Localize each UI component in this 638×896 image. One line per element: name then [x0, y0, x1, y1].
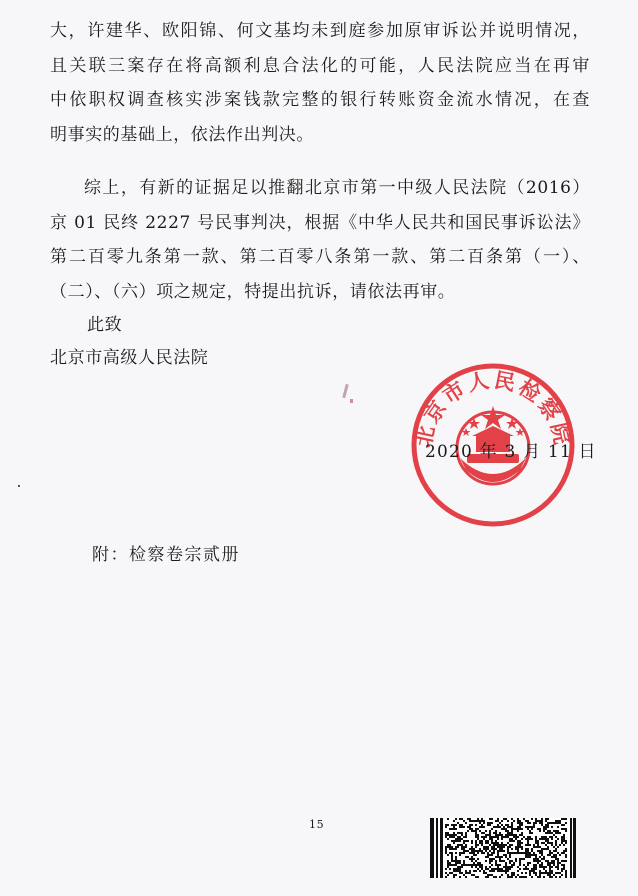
- text-line: 综上，有新的证据足以推翻北京市第一中级人民法院（2016）: [84, 178, 590, 198]
- signature-date: 2020 年 3 月 11 日: [425, 442, 597, 462]
- seal-text: 北京市人民检察院: [410, 366, 576, 450]
- addressee-court: 北京市高级人民法院: [50, 348, 209, 368]
- text-line: 且关联三案存在将高额利息合法化的可能，人民法院应当在再审: [50, 55, 590, 76]
- text-line: 大，许建华、欧阳锦、何文基均未到庭参加原审诉讼并说明情况，: [50, 21, 590, 41]
- page-number: 15: [309, 818, 325, 831]
- text-line: 第二百零九条第一款、第二百零八条第一款、第二百条第（一）、: [50, 247, 590, 268]
- paragraph-conclusion: [50, 171, 590, 310]
- barcode-icon: [430, 818, 576, 878]
- salutation: 此致: [87, 315, 123, 335]
- text-line: 中依职权调查核实涉案钱款完整的银行转账资金流水情况，在查: [50, 90, 590, 111]
- stain-mark: [350, 399, 353, 403]
- text-line: 明事实的基础上，依法作出判决。: [50, 125, 314, 146]
- dust-mark: [18, 485, 20, 487]
- text-line: 京 01 民终 2227 号民事判决，根据《中华人民共和国民事诉讼法》: [50, 212, 590, 233]
- text-line: （二）、（六）项之规定，特提出抗诉，请依法再审。: [50, 282, 456, 303]
- stain-mark: [342, 384, 349, 398]
- paragraph-reasoning: [50, 14, 590, 153]
- attachment-note: 附：检察卷宗贰册: [92, 545, 240, 565]
